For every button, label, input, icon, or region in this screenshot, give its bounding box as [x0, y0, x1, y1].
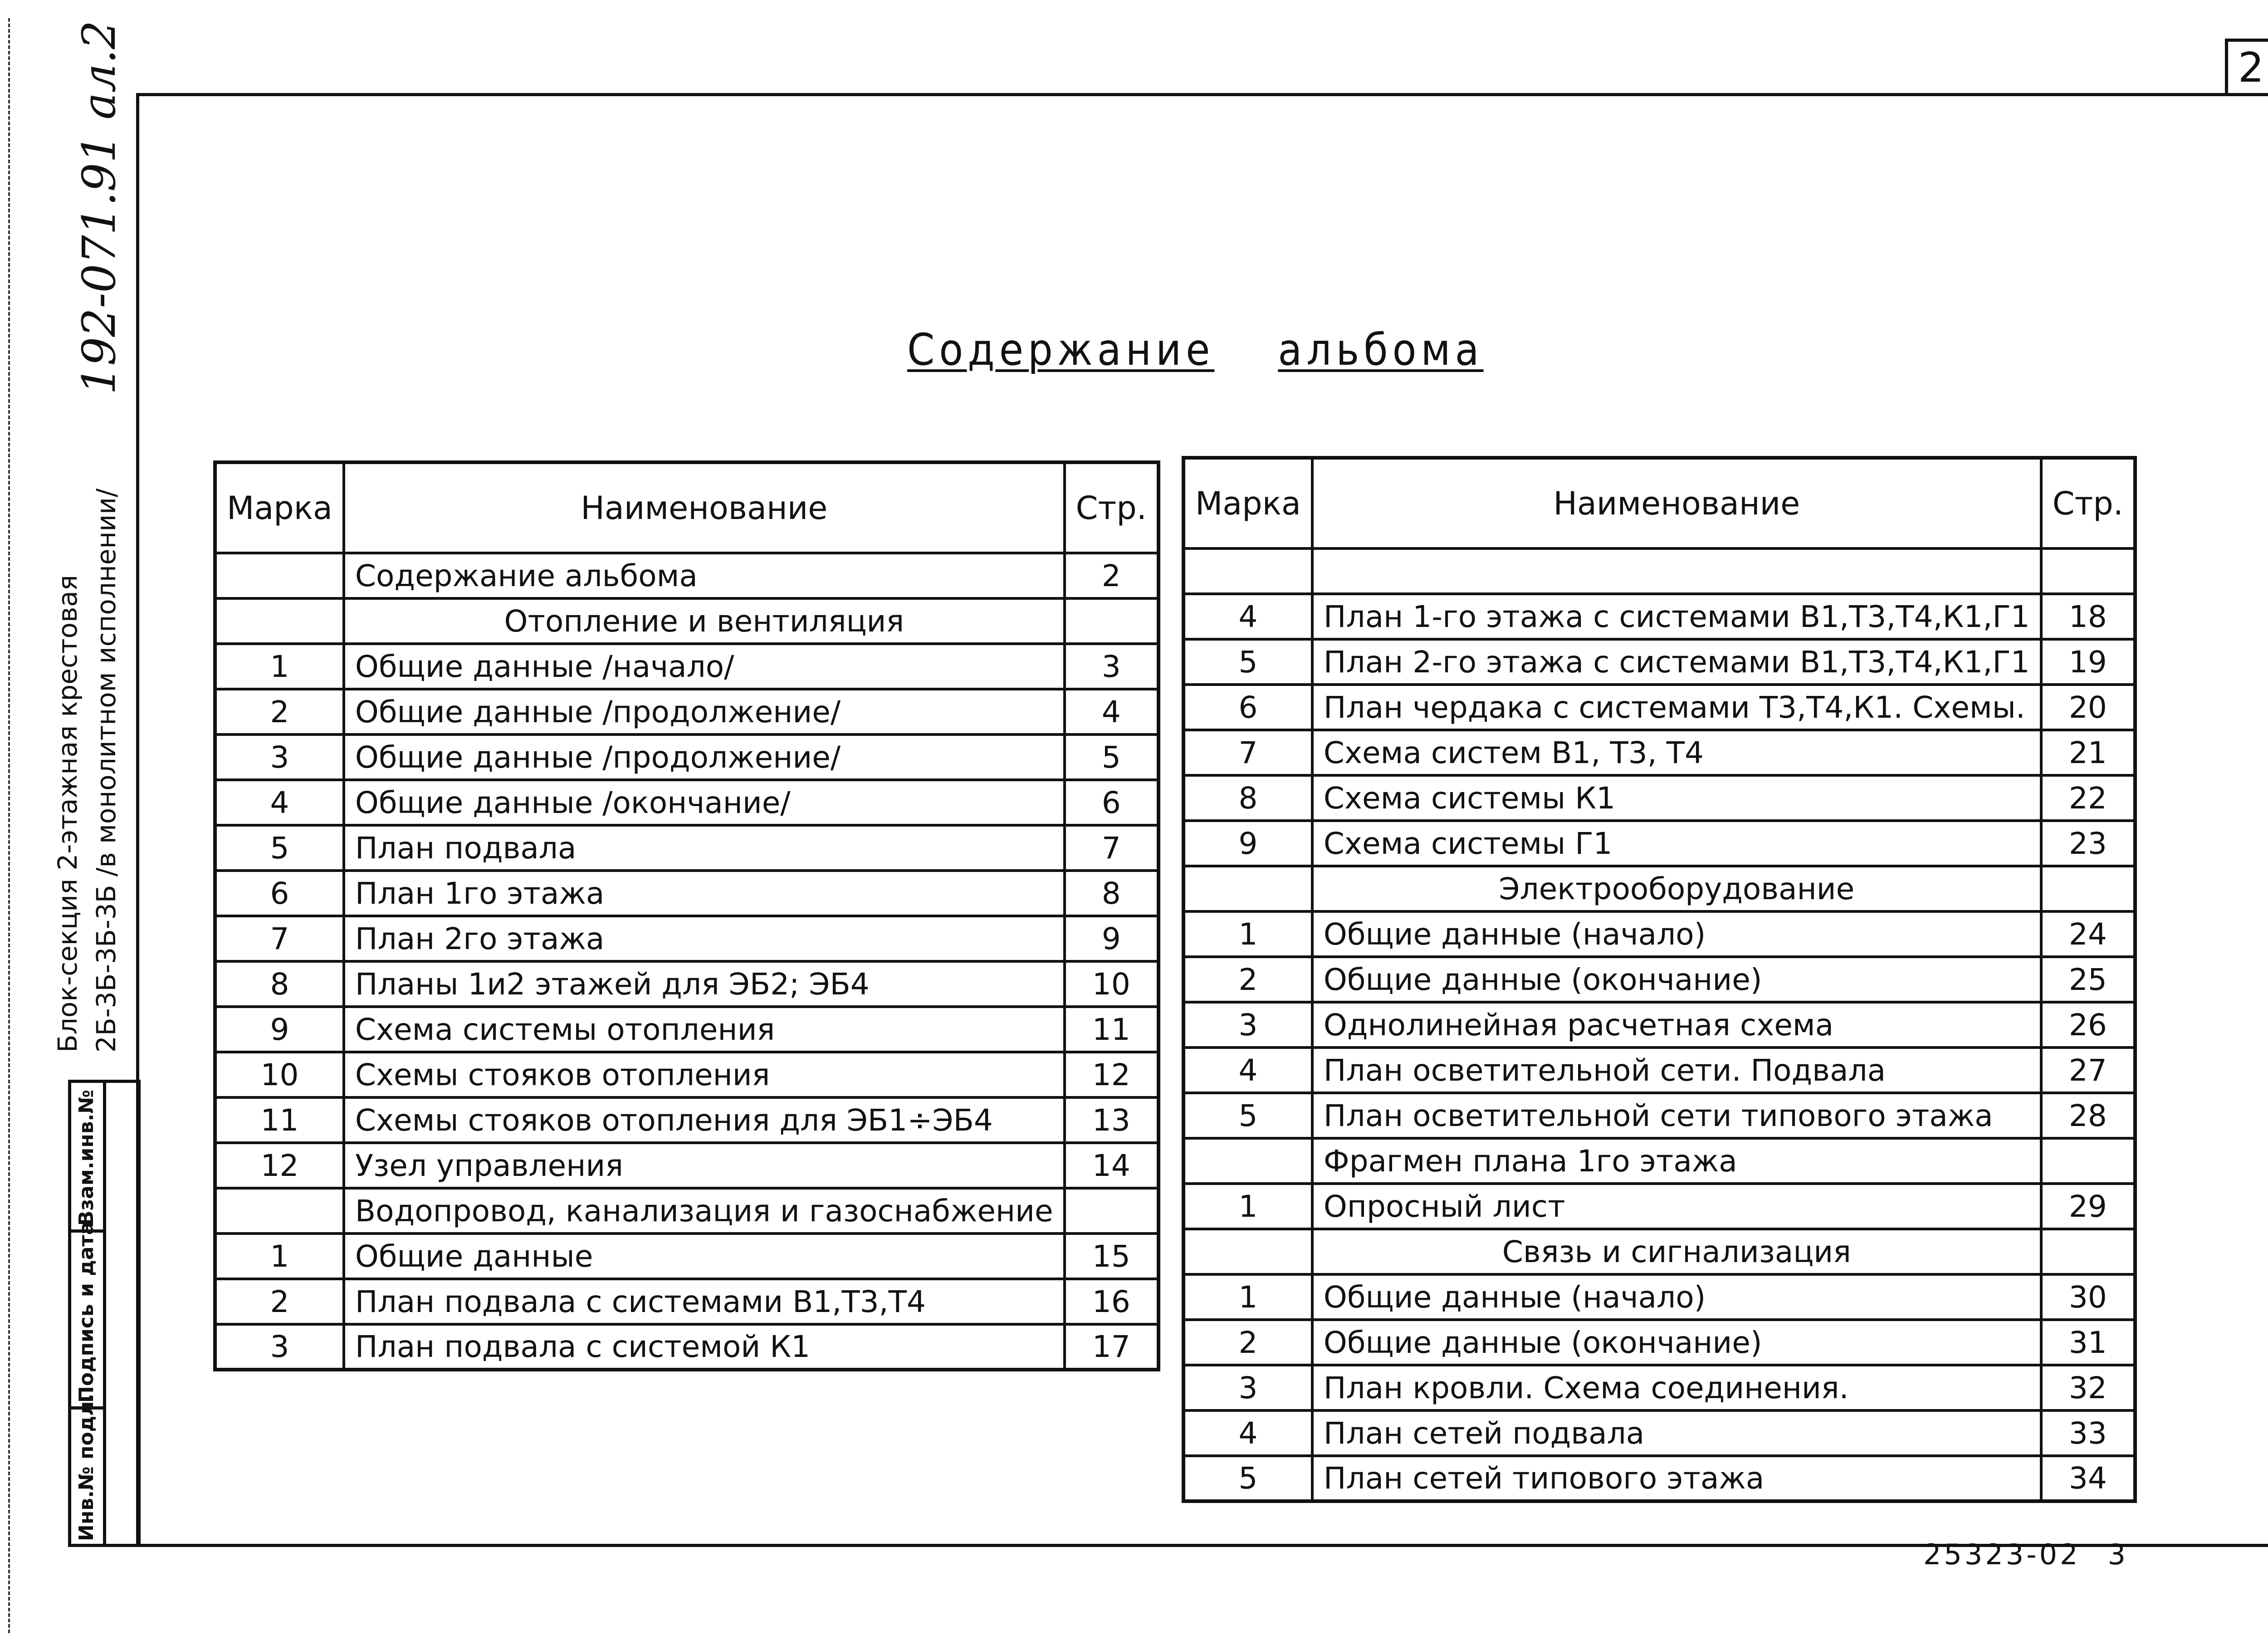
row-name: План 1-го этажа с системами В1,Т3,Т4,К1,Г1	[1312, 594, 2041, 639]
table-row	[1183, 1456, 2135, 1501]
row-name: Узел управления	[344, 1143, 1065, 1188]
table-row	[1183, 548, 2135, 594]
table-row	[1183, 1320, 2135, 1365]
row-page: 12	[1065, 1052, 1158, 1097]
row-page	[2041, 548, 2135, 594]
header-mark: Марка	[215, 462, 344, 553]
row-section-title: Отопление и вентиляция	[344, 598, 1065, 644]
row-mark: 2	[215, 689, 344, 734]
table-row	[1183, 730, 2135, 775]
row-name: План осветительной сети. Подвала	[1312, 1048, 2041, 1093]
row-mark: 8	[1183, 775, 1312, 821]
header-page: Стр.	[1065, 462, 1158, 553]
table-row	[215, 1143, 1158, 1188]
row-name: Общие данные	[344, 1234, 1065, 1279]
project-title-line1: Блок-секция 2-этажная крестовая	[52, 575, 83, 1053]
row-page: 26	[2041, 1002, 2135, 1048]
stamp-label-podpis: Подпись и дата	[75, 1221, 98, 1403]
row-name: Содержание альбома	[344, 553, 1065, 598]
row-name: Планы 1и2 этажей для ЭБ2; ЭБ4	[344, 961, 1065, 1007]
table-row	[1183, 957, 2135, 1002]
row-page: 6	[1065, 780, 1158, 825]
toc-left-body	[215, 553, 1158, 1370]
table-row	[1183, 1002, 2135, 1048]
table-row	[1183, 775, 2135, 821]
row-mark: 3	[1183, 1365, 1312, 1410]
row-mark: 3	[215, 734, 344, 780]
row-mark: 8	[215, 961, 344, 1007]
row-page: 22	[2041, 775, 2135, 821]
table-row	[215, 825, 1158, 871]
row-page: 29	[2041, 1184, 2135, 1229]
row-name: План осветительной сети типового этажа	[1312, 1093, 2041, 1138]
row-mark: 1	[1183, 911, 1312, 957]
row-page: 21	[2041, 730, 2135, 775]
row-name: План подвала с системами В1,Т3,Т4	[344, 1279, 1065, 1324]
row-name: План сетей подвала	[1312, 1410, 2041, 1456]
row-mark: 4	[1183, 594, 1312, 639]
table-row	[215, 553, 1158, 598]
row-page: 30	[2041, 1274, 2135, 1320]
row-name: Общие данные /продолжение/	[344, 734, 1065, 780]
row-mark: 7	[215, 916, 344, 961]
row-mark: 5	[1183, 1456, 1312, 1501]
row-mark: 2	[1183, 1320, 1312, 1365]
row-mark: 7	[1183, 730, 1312, 775]
row-page: 25	[2041, 957, 2135, 1002]
row-name: Однолинейная расчетная схема	[1312, 1002, 2041, 1048]
row-page: 4	[1065, 689, 1158, 734]
header-name: Наименование	[344, 462, 1065, 553]
table-row	[1183, 1365, 2135, 1410]
footer-stamp	[1923, 1538, 2128, 1571]
row-mark: 1	[1183, 1274, 1312, 1320]
table-row	[1183, 685, 2135, 730]
table-row	[215, 734, 1158, 780]
row-page: 33	[2041, 1410, 2135, 1456]
table-row	[215, 689, 1158, 734]
toc-table-right	[1182, 456, 2137, 1503]
row-name: План подвала с системой К1	[344, 1324, 1065, 1370]
row-page: 31	[2041, 1320, 2135, 1365]
table-header-row	[215, 462, 1158, 553]
row-page: 18	[2041, 594, 2135, 639]
row-mark: 9	[1183, 821, 1312, 866]
table-row	[1183, 594, 2135, 639]
row-mark	[215, 598, 344, 644]
row-name: План 2го этажа	[344, 916, 1065, 961]
table-row	[215, 961, 1158, 1007]
row-mark: 12	[215, 1143, 344, 1188]
row-name: Схема системы Г1	[1312, 821, 2041, 866]
table-row	[1183, 1410, 2135, 1456]
header-mark: Марка	[1183, 458, 1312, 548]
stamp-divider	[103, 1083, 106, 1544]
table-row	[1183, 1274, 2135, 1320]
row-mark	[215, 553, 344, 598]
row-name: Схемы стояков отопления для ЭБ1÷ЭБ4	[344, 1097, 1065, 1143]
row-page: 14	[1065, 1143, 1158, 1188]
row-mark: 9	[215, 1007, 344, 1052]
row-name: План кровли. Схема соединения.	[1312, 1365, 2041, 1410]
row-mark: 3	[215, 1324, 344, 1370]
table-row	[215, 1097, 1158, 1143]
row-name: Общие данные /продолжение/	[344, 689, 1065, 734]
table-row	[1183, 1138, 2135, 1184]
stamp-cell-podpis	[71, 1221, 103, 1410]
row-page: 11	[1065, 1007, 1158, 1052]
row-page	[2041, 1138, 2135, 1184]
row-page: 32	[2041, 1365, 2135, 1410]
table-row	[1183, 866, 2135, 911]
row-page	[1065, 598, 1158, 644]
stamp-cell-inv	[71, 1393, 103, 1544]
stamp-label-inv: Инв.№ подл.	[75, 1393, 98, 1541]
row-page: 34	[2041, 1456, 2135, 1501]
stamp-label-vzam: Взам.инв.№	[75, 1089, 98, 1226]
row-mark: 1	[1183, 1184, 1312, 1229]
row-name: План подвала	[344, 825, 1065, 871]
row-page: 2	[1065, 553, 1158, 598]
row-page: 20	[2041, 685, 2135, 730]
row-mark: 1	[215, 644, 344, 689]
row-page	[1065, 1188, 1158, 1234]
table-row	[215, 1188, 1158, 1234]
row-page: 13	[1065, 1097, 1158, 1143]
row-mark: 2	[1183, 957, 1312, 1002]
row-page: 7	[1065, 825, 1158, 871]
row-mark	[1183, 1138, 1312, 1184]
toc-table-left	[213, 460, 1160, 1371]
row-page: 5	[1065, 734, 1158, 780]
row-name: Общие данные (начало)	[1312, 911, 2041, 957]
row-name: Опросный лист	[1312, 1184, 2041, 1229]
row-mark	[215, 1188, 344, 1234]
binding-margin-marks	[8, 18, 12, 1633]
row-section-title: Водопровод, канализация и газоснабжение	[344, 1188, 1065, 1234]
row-name: Общие данные (начало)	[1312, 1274, 2041, 1320]
title-word-1: Содержание	[907, 324, 1215, 375]
title-word-2: альбома	[1278, 324, 1484, 375]
table-row	[1183, 1229, 2135, 1274]
row-mark: 6	[1183, 685, 1312, 730]
row-page: 3	[1065, 644, 1158, 689]
sheet-number: 2	[2225, 39, 2268, 93]
row-section-title: Электрооборудование	[1312, 866, 2041, 911]
row-page: 9	[1065, 916, 1158, 961]
table-row	[1183, 911, 2135, 957]
row-mark: 4	[1183, 1410, 1312, 1456]
row-name: Схема систем В1, Т3, Т4	[1312, 730, 2041, 775]
row-name: Схемы стояков отопления	[344, 1052, 1065, 1097]
row-name: План 2-го этажа с системами В1,Т3,Т4,К1,Г1	[1312, 639, 2041, 685]
table-row	[215, 1279, 1158, 1324]
album-code: 192-071.91 ал.2	[73, 20, 126, 395]
row-page: 27	[2041, 1048, 2135, 1093]
row-page: 24	[2041, 911, 2135, 957]
stamp-cell-vzam	[71, 1083, 103, 1233]
footer-page: 3	[2107, 1538, 2128, 1571]
approval-stamp	[68, 1080, 141, 1547]
project-title-line2: 2Б-3Б-3Б-3Б /в монолитном исполнении/	[91, 488, 122, 1053]
row-name: Общие данные (окончание)	[1312, 957, 2041, 1002]
row-name: Схема системы отопления	[344, 1007, 1065, 1052]
footer-code: 25323-02	[1923, 1538, 2081, 1571]
row-page	[2041, 1229, 2135, 1274]
row-mark: 5	[1183, 1093, 1312, 1138]
table-row	[215, 1324, 1158, 1370]
row-page: 15	[1065, 1234, 1158, 1279]
row-mark: 2	[215, 1279, 344, 1324]
row-mark	[1183, 1229, 1312, 1274]
page-title	[907, 324, 1484, 375]
row-name: Общие данные /окончание/	[344, 780, 1065, 825]
table-row	[215, 1052, 1158, 1097]
row-name: План сетей типового этажа	[1312, 1456, 2041, 1501]
row-page: 16	[1065, 1279, 1158, 1324]
row-mark: 10	[215, 1052, 344, 1097]
table-header-row	[1183, 458, 2135, 548]
row-name: Схема системы К1	[1312, 775, 2041, 821]
row-mark	[1183, 866, 1312, 911]
table-row	[215, 871, 1158, 916]
row-name: Общие данные (окончание)	[1312, 1320, 2041, 1365]
table-row	[215, 1007, 1158, 1052]
row-mark: 4	[215, 780, 344, 825]
row-page: 23	[2041, 821, 2135, 866]
table-row	[1183, 1184, 2135, 1229]
table-row	[1183, 1093, 2135, 1138]
row-name: Общие данные /начало/	[344, 644, 1065, 689]
toc-right-body	[1183, 548, 2135, 1501]
table-row	[215, 916, 1158, 961]
row-mark: 11	[215, 1097, 344, 1143]
table-row	[1183, 1048, 2135, 1093]
header-name: Наименование	[1312, 458, 2041, 548]
row-mark: 3	[1183, 1002, 1312, 1048]
row-page: 17	[1065, 1324, 1158, 1370]
row-mark: 5	[215, 825, 344, 871]
row-name	[1312, 548, 2041, 594]
table-row	[1183, 821, 2135, 866]
row-mark	[1183, 548, 1312, 594]
row-name: Фрагмен плана 1го этажа	[1312, 1138, 2041, 1184]
row-name: План 1го этажа	[344, 871, 1065, 916]
header-page: Стр.	[2041, 458, 2135, 548]
row-page: 28	[2041, 1093, 2135, 1138]
row-mark: 1	[215, 1234, 344, 1279]
row-page: 19	[2041, 639, 2135, 685]
table-row	[1183, 639, 2135, 685]
table-row	[215, 1234, 1158, 1279]
row-mark: 4	[1183, 1048, 1312, 1093]
row-page: 10	[1065, 961, 1158, 1007]
table-row	[215, 780, 1158, 825]
row-name: План чердака с системами Т3,Т4,К1. Схемы.	[1312, 685, 2041, 730]
row-mark: 5	[1183, 639, 1312, 685]
row-page: 8	[1065, 871, 1158, 916]
row-section-title: Связь и сигнализация	[1312, 1229, 2041, 1274]
row-mark: 6	[215, 871, 344, 916]
table-row	[215, 644, 1158, 689]
table-row	[215, 598, 1158, 644]
row-page	[2041, 866, 2135, 911]
